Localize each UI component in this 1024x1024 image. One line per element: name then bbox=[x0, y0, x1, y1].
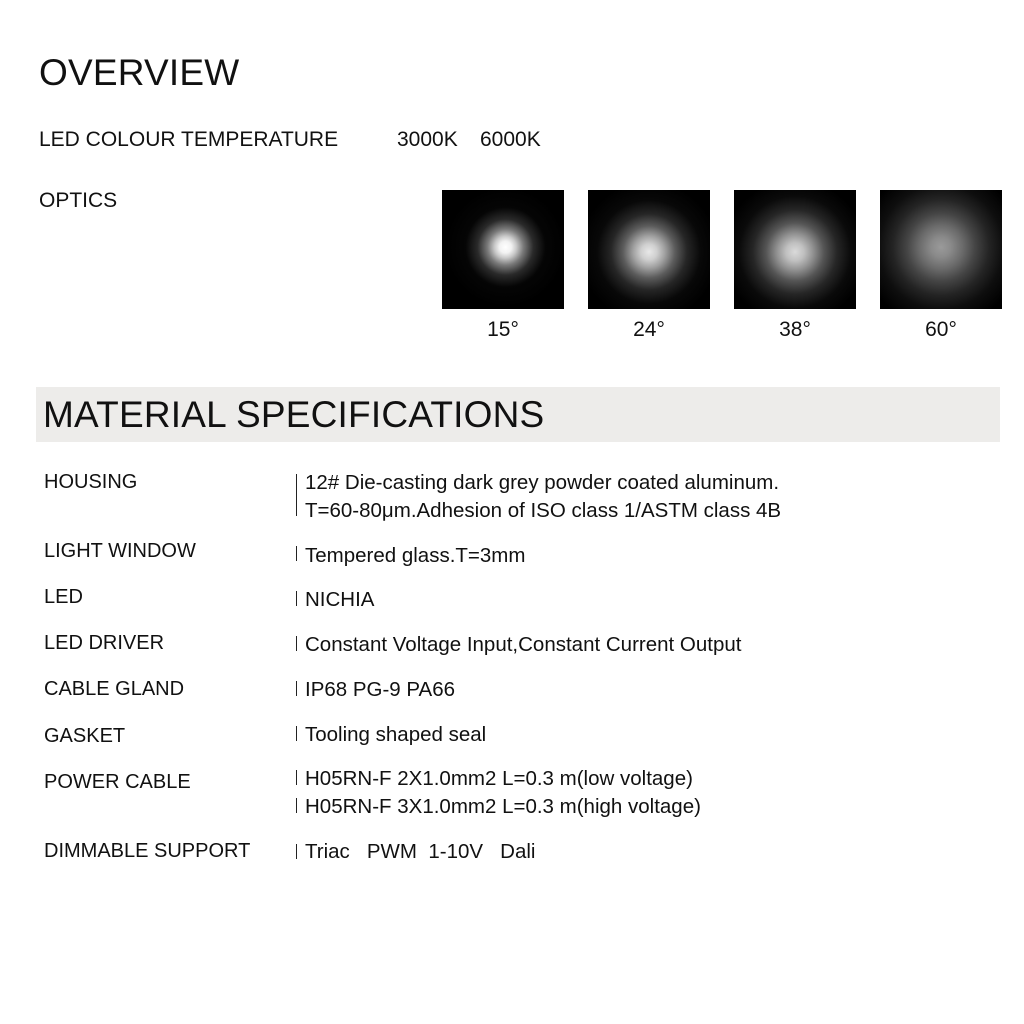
spec-divider bbox=[296, 844, 297, 859]
spec-value-gasket: Tooling shaped seal bbox=[305, 723, 487, 746]
spec-label-power-cable: POWER CABLE bbox=[44, 771, 191, 793]
spec-value-line: H05RN-F 3X1.0mm2 L=0.3 m(high voltage) bbox=[305, 795, 701, 818]
spec-label-housing: HOUSING bbox=[44, 471, 138, 493]
spec-label-dimmable-support: DIMMABLE SUPPORT bbox=[44, 840, 251, 862]
beam-60-label: 60° bbox=[925, 318, 957, 341]
spec-value-line: T=60-80μm.Adhesion of ISO class 1/ASTM class 4B bbox=[305, 499, 782, 522]
spec-divider bbox=[296, 726, 297, 741]
spec-divider bbox=[296, 770, 297, 785]
beam-15-label: 15° bbox=[487, 318, 519, 341]
spec-divider bbox=[296, 591, 297, 606]
spec-value-line: H05RN-F 2X1.0mm2 L=0.3 m(low voltage) bbox=[305, 767, 693, 790]
spec-value-housing bbox=[305, 469, 781, 525]
spec-value-led-driver: Constant Voltage Input,Constant Current Output bbox=[305, 633, 742, 656]
beam-24-label: 24° bbox=[633, 318, 665, 341]
spec-value-line: 12# Die-casting dark grey powder coated aluminum. bbox=[305, 471, 780, 494]
spec-label-light-window: LIGHT WINDOW bbox=[44, 540, 196, 562]
spec-divider bbox=[296, 798, 297, 813]
spec-divider bbox=[296, 681, 297, 696]
beam-15-image bbox=[442, 190, 564, 309]
spec-label-gasket: GASKET bbox=[44, 725, 126, 747]
material-title: MATERIAL SPECIFICATIONS bbox=[43, 394, 545, 435]
spec-divider bbox=[296, 636, 297, 651]
spec-label-led: LED bbox=[44, 586, 83, 608]
overview-title: OVERVIEW bbox=[39, 52, 240, 93]
beam-60-image bbox=[880, 190, 1002, 309]
beam-38-label: 38° bbox=[779, 318, 811, 341]
spec-value-dimmable-support: Triac PWM 1-10V Dali bbox=[305, 840, 536, 863]
spec-value-light-window: Tempered glass.T=3mm bbox=[305, 544, 526, 567]
spec-divider bbox=[296, 546, 297, 561]
spec-label-cable-gland: CABLE GLAND bbox=[44, 678, 185, 700]
spec-divider bbox=[296, 474, 297, 516]
spec-value-led: NICHIA bbox=[305, 588, 375, 611]
cct-label: LED COLOUR TEMPERATURE bbox=[39, 128, 339, 151]
beam-24-image bbox=[588, 190, 710, 309]
cct-value-3000k: 3000K bbox=[397, 128, 458, 151]
spec-value-cable-gland: IP68 PG-9 PA66 bbox=[305, 678, 456, 701]
optics-label: OPTICS bbox=[39, 189, 118, 212]
beam-38-image bbox=[734, 190, 856, 309]
spec-value-power-cable bbox=[305, 765, 701, 821]
spec-label-led-driver: LED DRIVER bbox=[44, 632, 165, 654]
cct-value-6000k: 6000K bbox=[480, 128, 541, 151]
